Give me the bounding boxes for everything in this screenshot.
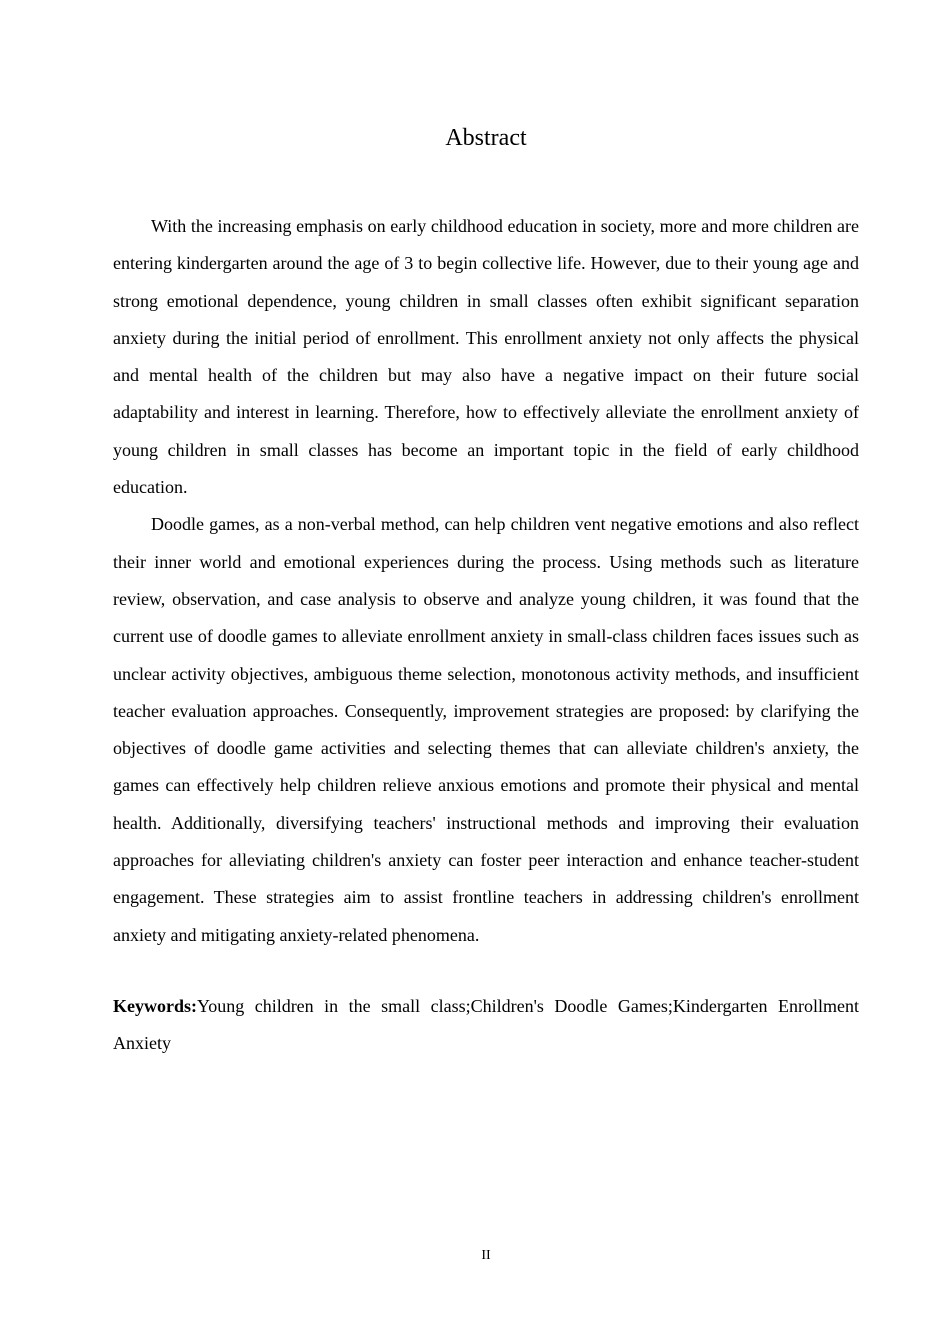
- keywords-text: Young children in the small class;Children's Doodle Games;Kindergarten Enrollment Anxiety: [113, 996, 868, 1054]
- abstract-paragraph: With the increasing emphasis on early childhood education in society, more and more children are entering kindergarten around the age of 3 to begin collective life. However, due to their young age and strong emotional dependence, young children in small classes often exhibit significant separation anxiety during the initial period of enrollment. This enrollment anxiety not only affects the physical and mental health of the children but may also have a negative impact on their future social adaptability and interest in learning. Therefore, how to effectively alleviate the enrollment anxiety of young children in small classes has become an important topic in the field of early childhood education.: [113, 216, 859, 498]
- keywords-section: [113, 988, 868, 1063]
- abstract-title: Abstract: [445, 125, 527, 151]
- abstract-paragraph: Doodle games, as a non-verbal method, can help children vent negative emotions and also reflect their inner world and emotional experiences during the process. Using methods such as literature review, observation, and case analysis to observe and analyze young children, it was found that the current use of doodle games to alleviate enrollment anxiety in small-class children faces issues such as unclear activity objectives, ambiguous theme selection, monotonous activity methods, and insufficient teacher evaluation approaches. Consequently, improvement strategies are proposed: by clarifying the objectives of doodle game activities and selecting themes that can alleviate children's anxiety, the games can effectively help children relieve anxious emotions and promote their physical and mental health. Additionally, diversifying teachers' instructional methods and improving their evaluation approaches for alleviating children's anxiety can foster peer interaction and enhance teacher-student engagement. These strategies aim to assist frontline teachers in addressing children's enrollment anxiety and mitigating anxiety-related phenomena.: [113, 514, 859, 945]
- keywords-label: Keywords:: [113, 996, 197, 1016]
- page-number: II: [481, 1248, 491, 1263]
- abstract-body: [113, 208, 859, 954]
